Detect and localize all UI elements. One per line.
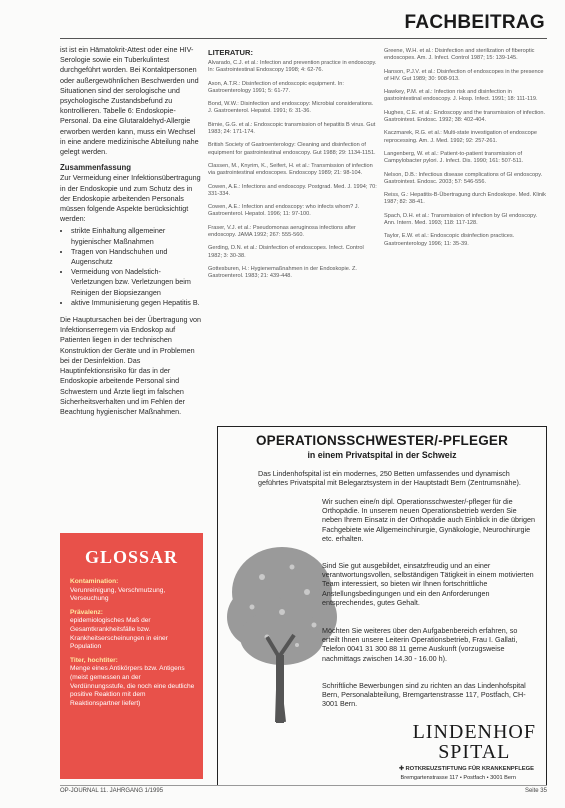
ad-intro: Das Lindenhofspital ist ein modernes, 250 Betten umfassendes und dynamisch geführtes Privatspital mit Belegarztsystem in der Hauptstadt Bern (Zentrumsnähe).: [258, 469, 521, 488]
literature-column-2: [384, 48, 547, 254]
reference-item: Langenberg, W. et al.: Patient-to-patient transmission of Campylobacter pylori. J. Infect. Dis. 1990; 161: 507-511.: [384, 150, 524, 165]
reference-item: Hanson, P.J.V. et al.: Disinfection of endoscopes in the presence of HIV. Gut 1989; 30: 908-913.: [384, 68, 544, 82]
logo-line: SPITAL: [438, 741, 511, 763]
ad-subtitle: in einem Privatspital in der Schweiz: [307, 450, 457, 460]
hospital-logo: [413, 722, 536, 762]
ad-paragraph: Schriftliche Bewerbungen sind zu richten an das Lindenhofspital Bern, Personalabteilung, Bremgartenstrasse 117, Postfach, CH-3001 Bern.: [322, 681, 526, 709]
page-footer: [60, 788, 547, 794]
ad-title: OPERATIONSSCHWESTER/-PFLEGER: [255, 433, 509, 448]
paragraph-conclusion: Die Hauptursachen bei der Übertragung von Infektionserregern via Endoskop auf Patienten liegen in der technischen Konstruktion der Geräte und in Problemen bei der Desinfektion. Das Hauptinfektionsrisiko für das in der Endoskopie arbeitende Personal sind Schwestern und Ärzte liegt im falschen Sicherheitsverhalten und im Fehlen der Beachtung hygienischer Maßnahmen.: [60, 315, 202, 416]
glossary-box: [60, 533, 203, 779]
ad-paragraph: Wir suchen eine/n dipl. Operationsschwester/-pfleger für die Orthopädie. In unserem neuen Operationsbetrieb werden Sie neben Ihrem Einsatz in der Orthopädie auch Einblick in die übrigen Fachgebiete wie Allgemeinchirurgie, Gynäkologie, Neurochirurgie etc. erhalten.: [322, 497, 535, 543]
summary-heading: Zusammenfassung: [60, 163, 132, 173]
reference-item: Hawkey, P.M. et al.: Infection risk and disinfection in gastrointestinal endoscopy. J. Hosp. Infect. 1991; 18: 111-119.: [384, 89, 538, 103]
glossary-definition: Menge eines Antikörpers bzw. Antigens (meist gemessen an der Verdünnungsstufe, die noch eine deutliche positive Reaktion mit dem Reaktionspartner liefert): [70, 665, 195, 707]
reference-item: Reiss, G.: Hepatitis-B-Übertragung durch Endoskope. Med. Klinik 1987; 82: 38-41.: [384, 192, 546, 206]
reference-item: Axon, A.T.R.: Disinfection of endoscopic equipment. In: Gastroenterology 1991; 5: 61-77.: [208, 80, 344, 94]
list-item: • Tragen von Handschuhen und Augenschutz: [71, 247, 202, 267]
glossary-title: GLOSSAR: [84, 547, 179, 567]
hospital-address: Bremgartenstrasse 117 • Postfach • 3001 Bern: [400, 775, 516, 781]
foundation-name: ✚ ROTKREUZSTIFTUNG FÜR KRANKENPFLEGE: [399, 766, 534, 772]
glossary-definition: epidemiologisches Maß der Gesamtkrankheitsfälle bzw. Krankheitserscheinungen in einer Population: [70, 617, 168, 651]
glossary-definition: Verunreinigung, Verschmutzung, Verseuchung: [70, 586, 166, 603]
glossary-term: Titer, hochtiter:: [70, 656, 118, 664]
reference-item: Alvarado, C.J. et al.: Infection and prevention practice in endoscopy. In: Gastrointestinal Endoscopy 1998; 4: 62-76.: [208, 60, 377, 74]
list-item: • aktive Immunisierung gegen Hepatitis B.: [71, 298, 202, 308]
reference-item: Cowen, A.E.: Infection and endoscopy: who infects whom? J. Gastroenterol. Hepatol. 1996; 11: 97-100.: [208, 204, 360, 218]
job-advertisement: [217, 426, 547, 786]
reference-item: Cowen, A.E.: Infections and endoscopy. Postgrad. Med. J. 1994; 70: 331-334.: [208, 183, 377, 197]
reference-item: Hughes, C.E. et al.: Endoscopy and the transmission of infection. Gastrointest. Endosc. 1992; 38: 402-404.: [384, 109, 546, 124]
ad-paragraph: Sind Sie gut ausgebildet, einsatzfreudig und an einer verantwortungsvollen, selbständigen Tätigkeit in einem motivierten Team interessiert, so bieten wir Ihnen fortschrittliche Anstellungsbedingungen und ein den Anforderungen entsprechendes, gutes Gehalt.: [322, 561, 534, 607]
reference-item: Gottesburen, H.: Hygienemaßnahmen in der Endoskopie. Z. Gastroenterol. 1983; 21: 439-448.: [208, 265, 357, 280]
summary-list: [60, 226, 202, 308]
paragraph-intro: ist ist ein Hämatokrit-Attest oder eine HIV-Serologie sowie ein Tuberkulintest durchgeführt worden. Bei Kontaktpersonen oder außergewöhnlichen Beschwerden und Situationen sind der serologische und psychologische Zustandsbefund zu kontrollieren. Tabelle 6: Endoskopie-Personal. Da eine Glutaraldehyd-Allergie erworben werden kann, muss ein Wechsel in eine andere medizinische Abteilung nahe gelegt werden.: [60, 45, 199, 157]
journal-name: OP-JOURNAL 11. JAHRGANG 1/1995: [60, 788, 164, 794]
reference-item: Classen, M., Knyrim, K., Seifert, H. et al.: Transmission of infection via gastrointestinal endoscopes. Endoscopy 1989; 21: 98-104.: [208, 162, 373, 177]
reference-item: Bond, W.W.: Disinfection and endoscopy: Microbial considerations. J. Gastroenterol. Hepatol. 1991; 6: 31-36.: [208, 101, 374, 115]
literature-heading: LITERATUR:: [208, 48, 253, 57]
footer-rule: [60, 785, 547, 786]
ad-paragraph: Möchten Sie weiteres über den Aufgabenbereich erfahren, so erteilt Ihnen unsere Leiterin Operationsbetrieb, Frau I. Gallati, Telefon 0041 31 300 88 11 gerne Auskunft (vorzugsweise nachmittags zwischen 14.30 - 16.00 h).: [322, 626, 518, 663]
reference-item: Nelson, D.B.: Infectious disease complications of GI endoscopy. Gastrointest. Endosc. 2003; 57: 546-556.: [384, 171, 543, 185]
header-rule: [60, 38, 547, 39]
left-column: [60, 45, 202, 423]
section-title: FACHBEITRAG: [404, 12, 545, 33]
reference-item: Kaczmarek, R.G. et al.: Multi-state investigation of endoscope reprocessing. Am. J. Med. 1992; 92: 257-261.: [384, 130, 537, 144]
reference-item: Spach, D.H. et al.: Transmission of infection by GI endoscopy. Ann. Intern. Med. 1993; 118: 117-128.: [384, 212, 538, 227]
paragraph-summary: Zur Vermeidung einer Infektionsübertragung in der Endoskopie und zum Schutz des in der Endoskopie arbeitenden Personals müssen folgende Aspekte berücksichtigt werden:: [60, 173, 201, 224]
glossary-term: Kontamination:: [70, 578, 119, 585]
reference-item: Gerding, D.N. et al.: Disinfection of endoscopes. Infect. Control 1982; 3: 30-38.: [208, 245, 364, 259]
page-number: Seite 35: [524, 788, 547, 794]
list-item: • Vermeidung von Nadelstich-Verletzungen bzw. Verletzungen beim Reinigen der Biopsiezangen: [71, 267, 202, 298]
reference-item: Fraser, V.J. et al.: Pseudomonas aeruginosa infections after endoscopy. JAMA 1992; 267: 555-560.: [208, 224, 356, 239]
glossary-term: Prävalenz:: [70, 608, 103, 616]
reference-item: Taylor, E.W. et al.: Endoscopic disinfection practices. Gastroenterology 1996; 11: 35-39.: [384, 233, 515, 247]
reference-item: British Society of Gastroenterology: Cleaning and disinfection of equipment for gastrointestinal endoscopy. Gut 1988; 29: 1134-1151.: [208, 142, 376, 156]
logo-line: LINDENHOF: [412, 721, 536, 743]
literature-column-1: [208, 60, 378, 287]
list-item: • strikte Einhaltung allgemeiner hygienischer Maßnahmen: [71, 226, 202, 246]
reference-item: Birnie, G.G. et al.: Endoscopic transmission of hepatitis B virus. Gut 1983; 24: 171-174.: [208, 121, 376, 136]
reference-item: Greene, W.H. et al.: Disinfection and sterilization of fiberoptic endoscopes. Am. J. Infect. Control 1987; 15: 139-145.: [384, 48, 535, 62]
